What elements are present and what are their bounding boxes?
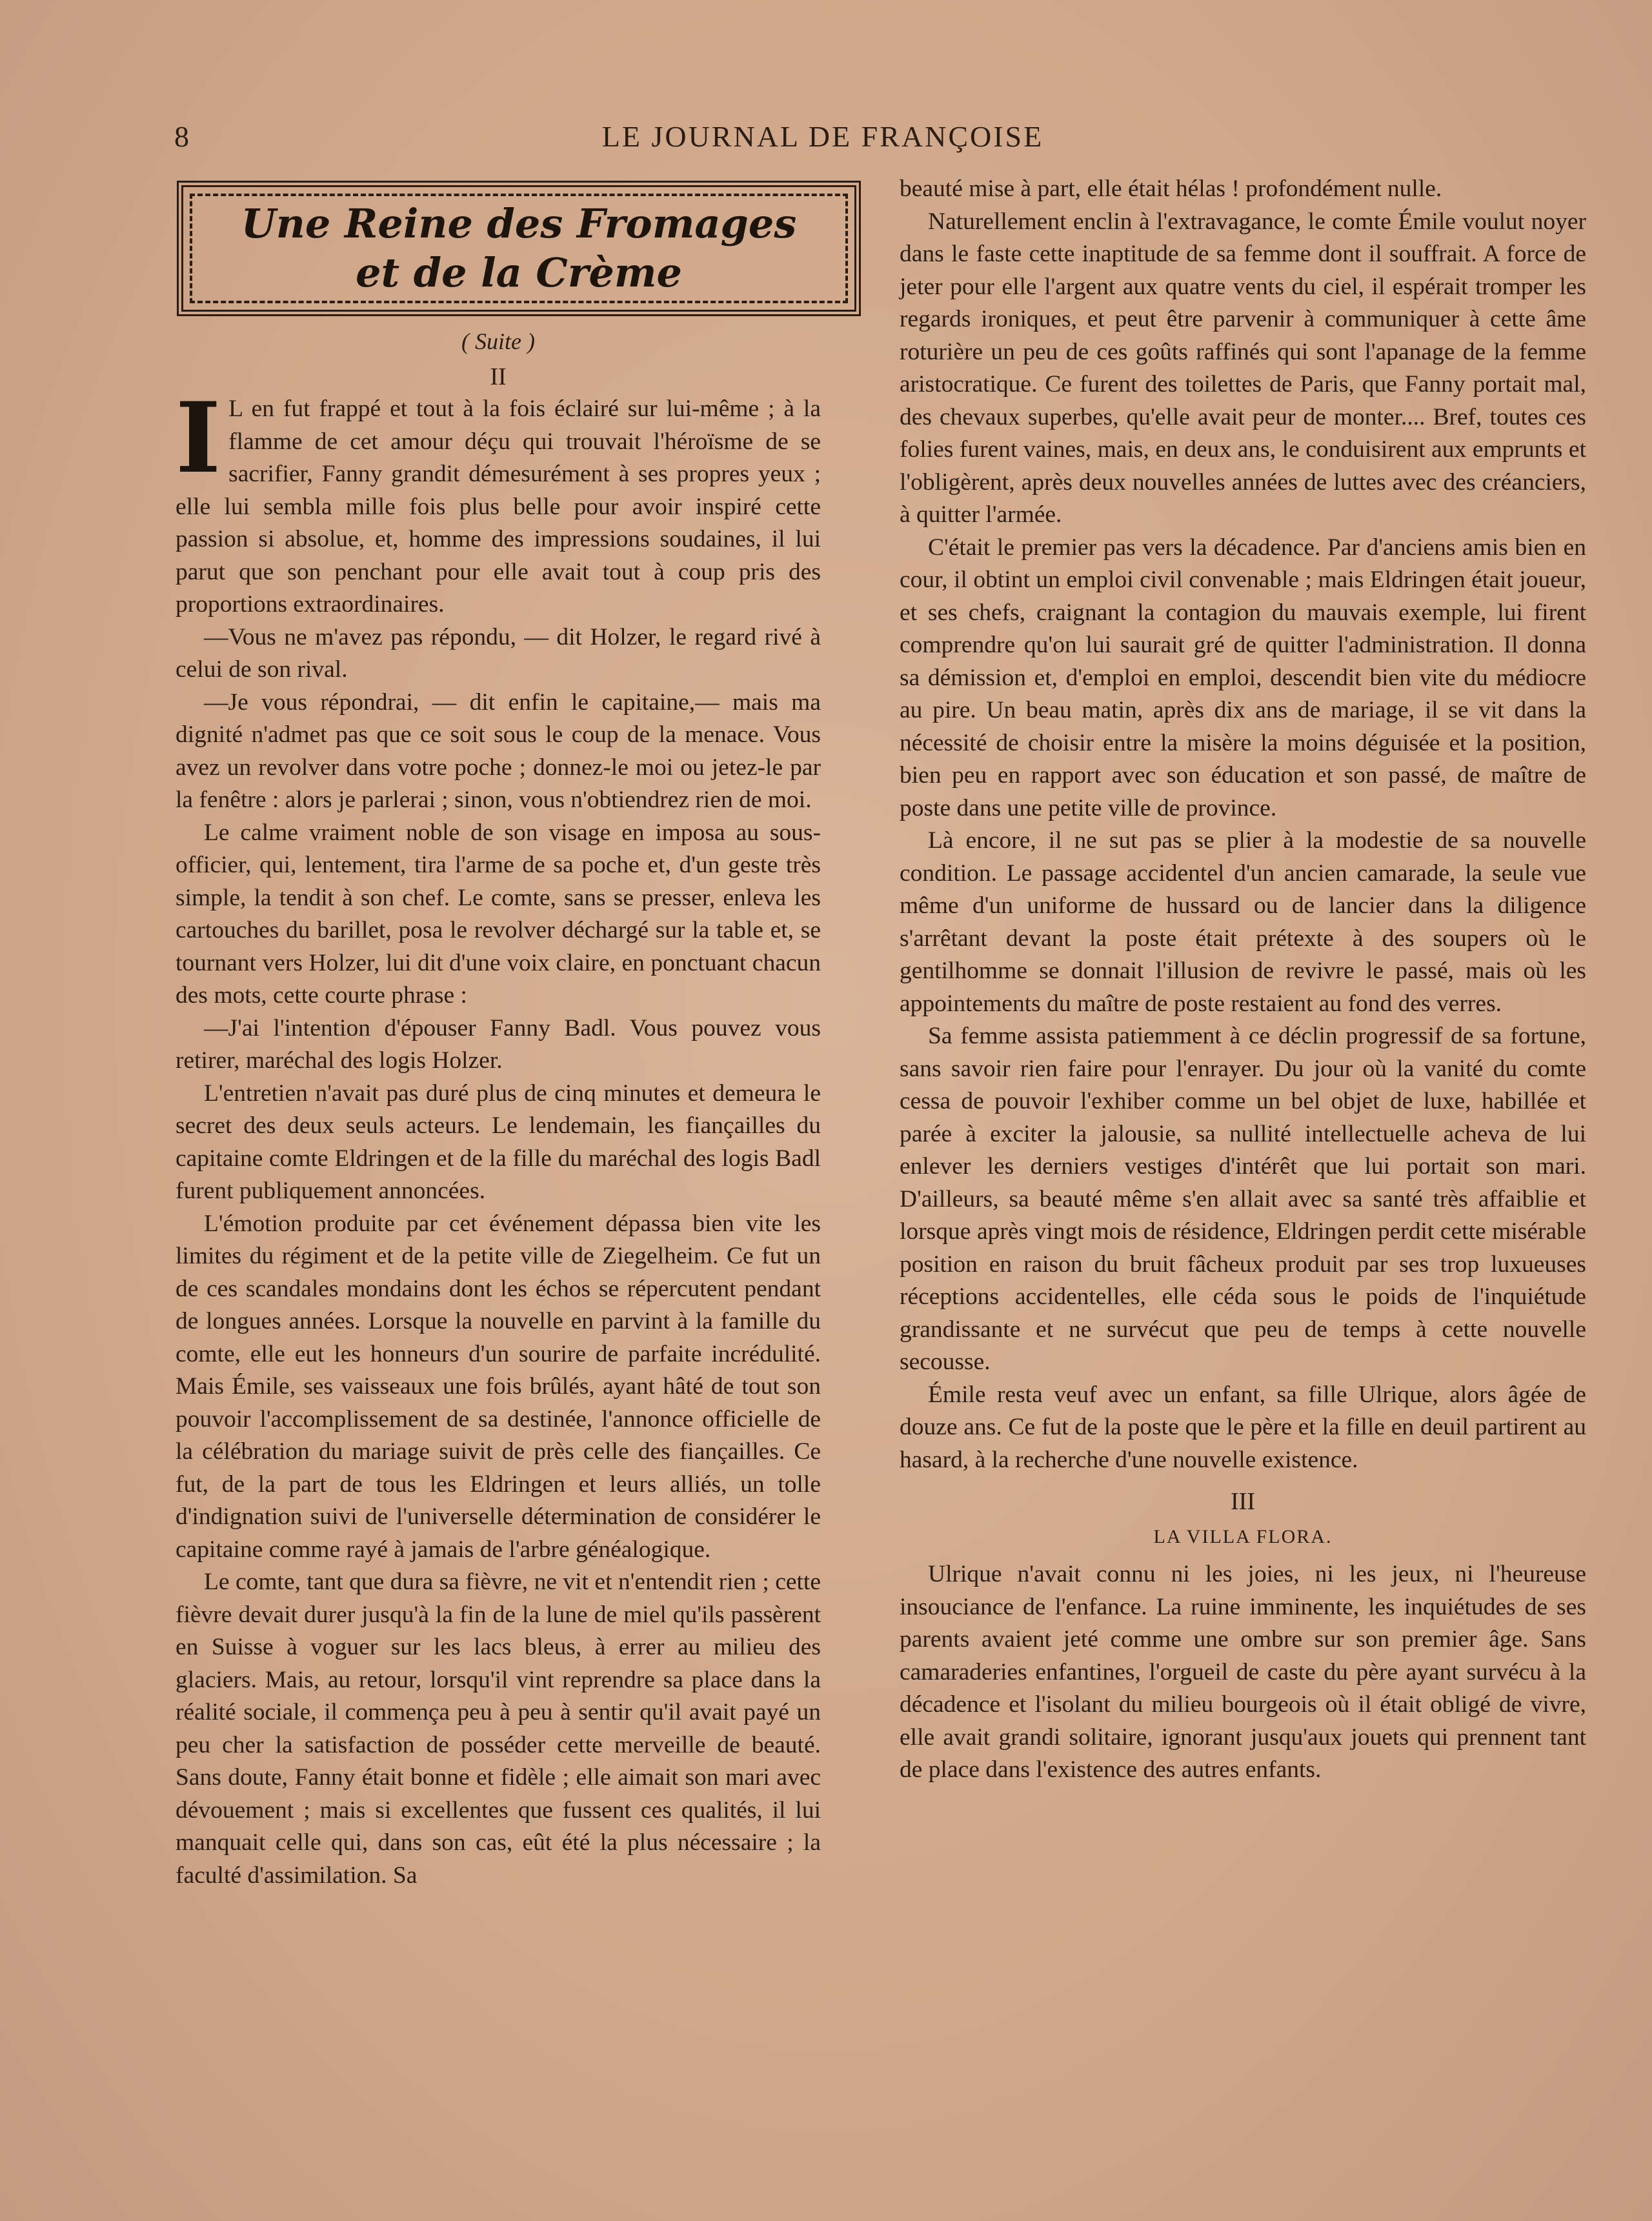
- right-column: [900, 173, 1586, 1787]
- article-title-box: [177, 181, 861, 316]
- article-title-line2: et de la Crème: [356, 249, 682, 296]
- paragraph-15: Ulrique n'avait connu ni les joies, ni les jeux, ni l'heureuse insouciance de l'enfance. La ruine imminente, les inquiétudes de ses parents avaient jeté comme une ombre sur son premier âge. Sans camaraderies enfantines, l'orgueil de caste du père ayant survécu à la décadence et l'isolant du milieu bourgeois où il était obligé de vivre, elle avait grandi solitaire, ignorant jusqu'aux jouets qui prennent tant de place dans l'existence des autres enfants.: [900, 1561, 1586, 1783]
- article-title-line1: Une Reine des Fromages: [241, 200, 797, 247]
- paragraph-10: Naturellement enclin à l'extravagance, le comte Émile voulut noyer dans le faste cette inaptitude de sa femme dont il souffrait. A force de jeter pour elle l'argent aux quatre vents du ciel, il espérait tromper les regards ironiques, et peut être parvenir à communiquer à cette âme roturière un peu de ces goûts raffinés qui sont l'apanage de la femme aristocratique. Ce furent des toilettes de Paris, que Fanny portait mal, des chevaux superbes, qu'elle avait peur de monter.... Bref, toutes ces folies furent vaines, mais, en deux ans, le conduisirent aux emprunts et l'obligèrent, après deux nouvelles années de luttes avec des créanciers, à quitter l'armée.: [900, 208, 1586, 528]
- paragraph-11: C'était le premier pas vers la décadence. Par d'anciens amis bien en cour, il obtint un emploi civil convenable ; mais Eldringen était joueur, et ses chefs, craignant la contagion du mauvais exemple, lui firent comprendre qu'on lui saurait gré de quitter l'administration. Il donna sa démission et, d'emploi en emploi, descendit bien vite du médiocre au pire. Un beau matin, après dix ans de mariage, il se vit dans la nécessité de choisir entre la misère la moins déguisée et la position, bien peu en rapport avec son éducation et son passé, de maître de poste dans une petite ville de province.: [900, 534, 1586, 821]
- page-header: [174, 119, 1471, 165]
- paragraph-8: Le comte, tant que dura sa fièvre, ne vit et n'entendit rien ; cette fièvre devait durer jusqu'à la fin de la lune de miel qu'ils passèrent en Suisse à voguer sur les lacs bleus, à errer au milieu des glaciers. Mais, au retour, lorsqu'il vint reprendre sa place dans la réalité sociale, il commença peu à peu à sentir qu'il avait payé un peu cher la satisfaction de posséder cette merveille de beauté. Sans doute, Fanny était bonne et fidèle ; elle aimait son mari avec dévouement ; mais si excellentes que fussent ces qualités, il lui manquait celle qui, dans son cas, eût été la plus nécessaire ; la faculté d'assimilation. Sa: [176, 1569, 821, 1889]
- paragraph-14: Émile resta veuf avec un enfant, sa fille Ulrique, alors âgée de douze ans. Ce fut de la poste que le père et la fille en deuil partirent au hasard, à la recherche d'une nouvelle existence.: [900, 1381, 1586, 1473]
- paragraph-2: —Vous ne m'avez pas répondu, — dit Holzer, le regard rivé à celui de son rival.: [176, 623, 821, 683]
- paragraph-4: Le calme vraiment noble de son visage en imposa au sous-officier, qui, lentement, tira l'arme de sa poche et, d'un geste très simple, la tendit à son chef. Le comte, sans se presser, enleva les cartouches du barillet, posa le revolver déchargé sur la table et, se tournant vers Holzer, lui dit d'une voix claire, en ponctuant chacun des mots, cette courte phrase :: [176, 819, 821, 1009]
- page-number: 8: [174, 120, 191, 153]
- chapter-3-title: LA VILLA FLORA.: [1153, 1525, 1333, 1547]
- article-title: [241, 199, 797, 297]
- paragraph-5: —J'ai l'intention d'épouser Fanny Badl. Vous pouvez vous retirer, maréchal des logis Holzer.: [176, 1014, 821, 1074]
- paragraph-6: L'entretien n'avait pas duré plus de cinq minutes et demeura le secret des deux seuls acteurs. Le lendemain, les fiançailles du capitaine comte Eldringen et de la fille du maréchal des logis Badl furent publiquement annoncées.: [176, 1080, 821, 1204]
- paragraph-13: Sa femme assista patiemment à ce déclin progressif de sa fortune, sans savoir rien faire pour l'enrayer. Du jour où la vanité du comte cessa de pouvoir l'exhiber comme un bel objet de luxe, habillée et parée à exciter la jalousie, sa nullité intellectuelle acheva de lui enlever les derniers vestiges d'intérêt que lui portait son mari. D'ailleurs, sa beauté même s'en allait avec sa santé très affaiblie et lorsque après vingt mois de résidence, Eldringen perdit cette misérable position en raison du bruit fâcheux produit par ses trop luxueuses réceptions accidentelles, elle céda sous le poids de l'inquiétude grandissante et ne survécut que peu de temps à cette nouvelle secousse.: [900, 1023, 1586, 1375]
- suite-label: ( Suite ): [461, 328, 535, 354]
- paragraph-1: I L en fut frappé et tout à la fois éclairé sur lui-même ; à la flamme de cet amour déçu qui trouvait l'héroïsme de se sacrifier, Fanny grandit démesurément à ses propres yeux ; elle lui sembla mille fois plus belle pour avoir inspiré cette passion si absolue, et, homme des impressions soudaines, il lui parut que son penchant pour elle avait tout à coup pris des proportions extraordinaires.: [176, 381, 821, 618]
- drop-cap: I: [176, 381, 221, 495]
- chapter-2-heading: II: [490, 363, 507, 390]
- paragraph-12: Là encore, il ne sut pas se plier à la modestie de sa nouvelle condition. Le passage accidentel d'un ancien camarade, la seule vue même d'un uniforme de hussard ou de lancier dans la diligence s'arrêtant devant la poste était prétexte à des soupers où le gentilhomme se donnait l'illusion de revivre le passé, mais où les appointements du maître de poste restaient au fond des verres.: [900, 827, 1586, 1017]
- journal-title: LE JOURNAL DE FRANÇOISE: [601, 120, 1044, 153]
- chapter-3-heading: III: [1231, 1488, 1255, 1515]
- paragraph-3: —Je vous répondrai, — dit enfin le capitaine,— mais ma dignité n'admet pas que ce soit sous le coup de la menace. Vous avez un revolver dans votre poche ; donnez-le moi ou jetez-le par la fenêtre : alors je parlerai ; sinon, vous n'obtiendrez rien de moi.: [176, 688, 821, 813]
- paragraph-7: L'émotion produite par cet événement dépassa bien vite les limites du régiment et de la petite ville de Ziegelheim. Ce fut un de ces scandales mondains dont les échos se répercutent pendant de longues années. Lorsque la nouvelle en parvint à la famille du comte, elle eut les honneurs d'un sourire de parfaite incrédulité. Mais Émile, ses vaisseaux une fois brûlés, ayant hâté de tout son pouvoir l'accomplissement de sa destinée, l'annonce officielle de la célébration du mariage suivit de près celle des fiançailles. Ce fut, de la part de tous les Eldringen et leurs alliés, un tolle d'indignation suivi de l'universelle détermination de considérer le capitaine comme rayé à jamais de l'arbre généalogique.: [176, 1210, 821, 1563]
- paragraph-9: beauté mise à part, elle était hélas ! profondément nulle.: [900, 176, 1442, 202]
- left-column: [176, 173, 821, 1892]
